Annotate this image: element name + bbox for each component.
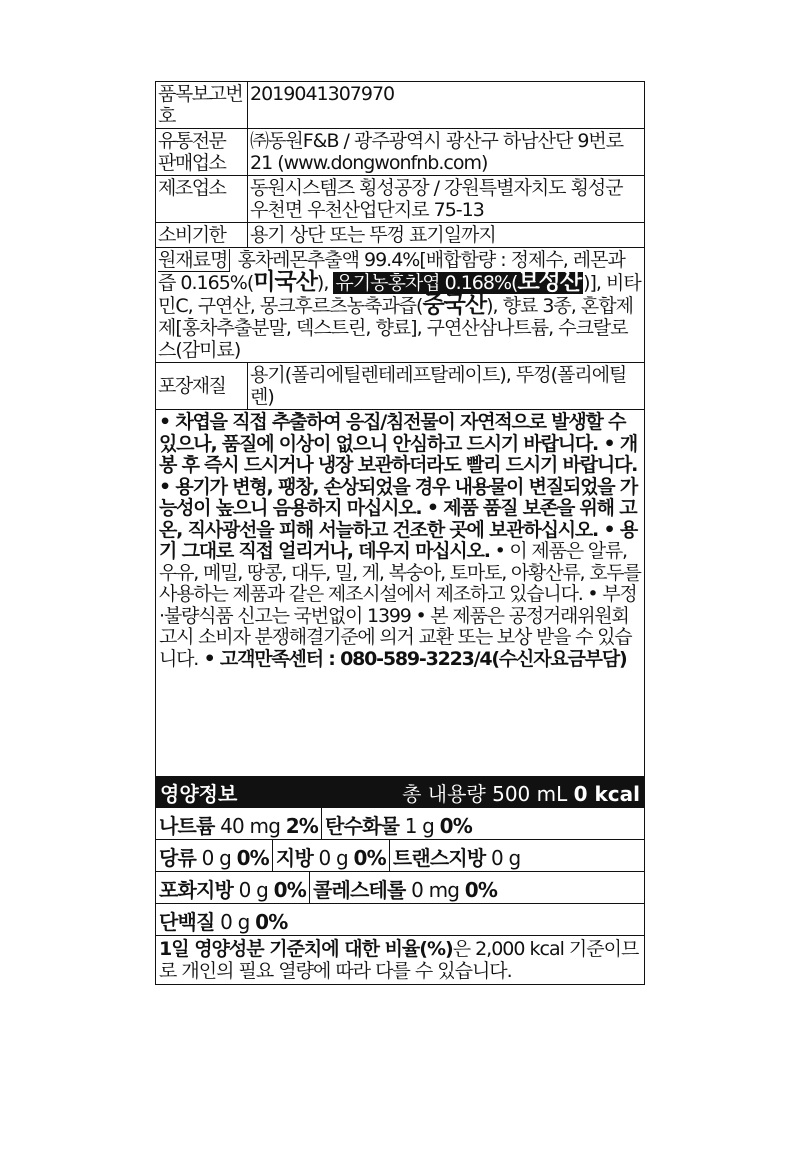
nutrient-percent: 0% [439, 814, 473, 838]
nutrient-cell [156, 808, 322, 839]
footer-bold: 1일 영양성분 기준치에 대한 비율(%) [159, 938, 453, 960]
packaging-row [156, 363, 644, 410]
row-value: 동원시스템즈 횡성공장 / 강원특별자치도 횡성군 우천면 우천산업단지로 75-13 [250, 177, 623, 221]
nutrient-cell [156, 904, 290, 935]
distributor-row [156, 129, 644, 176]
nutrition-total [402, 778, 640, 807]
row-key: 소비기한 [156, 223, 248, 247]
nutrient-amount: 0 g [220, 910, 250, 934]
expiry-row [156, 223, 644, 248]
nutrition-title: 영양정보 [160, 781, 238, 806]
nutrient-name: 나트륨 [159, 814, 215, 838]
nutrient-row [156, 904, 644, 936]
nutrient-row [156, 808, 644, 840]
ingredients-text: 홍차레몬추출액 99.4%[배합함량 : 정제수, 레몬과즙 0.165%( [158, 249, 625, 294]
notice-normal: • 이 제품은 알류, 우유, 메밀, 땅콩, 대두, 밀, 게, 복숭아, 토마토, 아황산류, 호두를 사용하는 제품과 같은 제조시설에서 제조하고 있습니다. • 부정·불량식품 신고는 국번없이 1399 • 본 제품은 공정거래위원회 고시 소비자 분쟁해결기준에 의거 교환 또는 보상 받을 수 있습니다. [159, 540, 641, 670]
origin-boseong: 보성산 [517, 269, 582, 295]
row-value: 용기(폴리에틸렌테레프탈레이트), 뚜껑(폴리에틸렌) [250, 364, 627, 408]
total-volume: 총 내용량 500 mL [402, 781, 568, 806]
ingredients-text: )], 비타민C, 구연산, 몽크후르츠농축과즙( [158, 272, 641, 317]
nutrient-amount: 0 mg [411, 878, 460, 902]
ingredients-text: ), [316, 272, 334, 294]
total-kcal: 0 kcal [573, 781, 640, 806]
nutrient-percent: 0% [273, 878, 306, 902]
notice-bold: • 차엽을 직접 추출하여 응집/침전물이 자연적으로 발생할 수 있으나, 품질에 이상이 없으니 안심하고 드시기 바랍니다. • 개봉 후 즉시 드시거나 냉장 보관하더라도 빨리 드시기 바랍니다. • 용기가 변형, 팽창, 손상되었을 경우 내용물이 변질되었을 가능성이 높으니 음용하지 마십시오. • 제품 품질 보존을 위해 고온, 직사광선을 피해 서늘하고 건조한 곳에 보관하십시오. • 용기 그대로 직접 얼리거나, 데우지 마십시오. [159, 411, 638, 562]
row-value: ㈜동원F&B / 광주광역시 광산구 하남산단 9번로 21 (www.dongwonfnb.com) [250, 130, 624, 174]
row-value: 2019041307970 [250, 83, 395, 105]
nutrient-row [156, 872, 644, 904]
organic-tea-highlight [333, 269, 583, 295]
nutrient-name: 탄수화물 [325, 814, 400, 838]
nutrient-name: 콜레스테롤 [312, 878, 406, 902]
ingredients-block [156, 248, 644, 363]
nutrient-percent: 0% [464, 878, 498, 902]
origin-usa: 미국산 [253, 269, 317, 295]
nutrient-cell [322, 808, 475, 839]
nutrient-name: 트랜스지방 [392, 846, 486, 870]
nutrient-name: 지방 [275, 846, 313, 870]
nutrition-label [155, 81, 645, 985]
nutrient-amount: 0 g [318, 846, 348, 870]
row-key: 제조업소 [156, 176, 248, 222]
nutrient-percent: 0% [255, 910, 288, 934]
footer-normal: 은 2,000 kcal 기준이므로 개인의 필요 열량에 따라 다를 수 있습니다. [159, 938, 639, 982]
notice-block [156, 410, 644, 777]
customer-center: • 고객만족센터 : 080-589-3223/4(수신자요금부담) [198, 647, 627, 670]
nutrient-cell [390, 840, 524, 871]
nutrient-row [156, 840, 644, 872]
report-number-row [156, 82, 644, 129]
ingredients-key: 원재료명 [158, 249, 230, 272]
nutrition-footer [156, 936, 644, 984]
nutrient-amount: 0 g [201, 846, 231, 870]
nutrient-percent: 2% [285, 814, 319, 838]
nutrient-cell [310, 872, 500, 903]
ingredients-text: ), 향료 3종, 혼합제제[홍차추출분말, 덱스트린, 향료], 구연산삼나트륨, 수크랄로스(감미료) [158, 295, 633, 361]
nutrient-percent: 0% [353, 846, 386, 870]
manufacturer-row [156, 176, 644, 223]
nutrient-name: 포화지방 [159, 878, 234, 902]
row-key: 품목보고번호 [156, 82, 248, 128]
row-value: 용기 상단 또는 뚜껑 표기일까지 [250, 224, 496, 246]
origin-china: 중국산 [422, 292, 487, 318]
nutrient-amount: 40 mg [220, 814, 281, 838]
nutrient-amount: 0 g [238, 878, 269, 902]
nutrient-amount: 1 g [404, 814, 435, 838]
nutrient-amount: 0 g [491, 846, 521, 870]
nutrient-cell [273, 840, 390, 871]
row-key: 유통전문 판매업소 [156, 129, 248, 175]
nutrition-header [156, 777, 644, 808]
organic-tea-text: 유기농홍차엽 0.168%( [335, 272, 518, 294]
row-key: 포장재질 [156, 363, 248, 409]
nutrient-name: 당류 [159, 846, 197, 870]
nutrient-cell [156, 840, 273, 871]
nutrient-cell [156, 872, 310, 903]
nutrient-name: 단백질 [159, 910, 215, 934]
nutrient-percent: 0% [236, 846, 269, 870]
